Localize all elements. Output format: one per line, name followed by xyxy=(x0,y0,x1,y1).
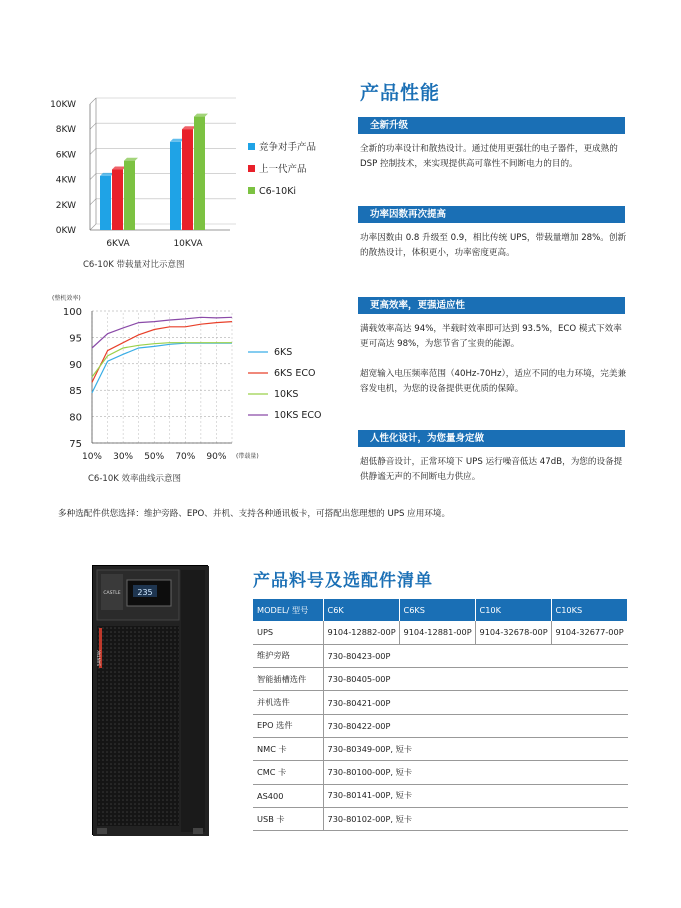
x-tick-label: 90% xyxy=(206,452,227,462)
y-tick-label: 80 xyxy=(69,412,82,424)
section-text-upgrade: 全新的功率设计和散热设计。通过使用更强壮的电子器件，更成熟的 DSP 控制技术，来实现提供高可靠性不间断电力的目的。 xyxy=(360,144,618,169)
y-tick-label: 75 xyxy=(69,439,82,450)
efficiency-curve-chart xyxy=(40,285,340,490)
header-model: MODEL/ 型号 xyxy=(253,599,323,621)
section-text-efficiency: 满载效率高达 94%，半载时效率即可达到 93.5%，ECO 模式下效率更可高达 98%，为您节省了宝贵的能源。 xyxy=(360,324,622,349)
y-tick-label: 8KW xyxy=(55,125,76,136)
section-heading-power-factor: 功率因数再次提高 xyxy=(358,206,625,223)
header-c10ks: C10KS xyxy=(551,599,628,621)
bar xyxy=(112,170,123,230)
series-line xyxy=(92,343,232,393)
table-row xyxy=(253,621,628,644)
part-number: 9104-12882-00P xyxy=(323,621,399,644)
y-tick-label: 85 xyxy=(69,386,82,398)
part-number: 730-80100-00P, 短卡 xyxy=(323,761,628,784)
gridline xyxy=(90,98,96,104)
table-row xyxy=(253,691,628,714)
gridline xyxy=(90,148,96,154)
gridline xyxy=(90,224,96,230)
y-tick-label: 6KW xyxy=(55,150,76,161)
section-text-design: 超低静音设计，正常环境下 UPS 运行噪音低达 47dB，为您的设备提供静谧无声的不间断电力供应。 xyxy=(360,457,623,482)
svg-text:CASTLE: CASTLE xyxy=(103,591,121,596)
legend-label: 6KS ECO xyxy=(274,368,316,379)
accessories-note: 多种选配件供您选择：维护旁路、EPO、并机、支持各种通讯板卡，可搭配出您理想的 UPS 应用环境。 xyxy=(58,509,451,519)
section-heading-efficiency: 更高效率，更强适应性 xyxy=(358,297,625,314)
legend-label: 6KS xyxy=(274,347,293,358)
bar xyxy=(194,117,205,230)
row-label: 维护旁路 xyxy=(253,644,323,667)
table-row xyxy=(253,784,628,807)
legend-label: C6-10Ki xyxy=(259,186,297,197)
part-number: 730-80102-00P, 短卡 xyxy=(323,807,628,830)
bar-top xyxy=(182,126,196,129)
legend-swatch xyxy=(248,165,255,172)
bar-top xyxy=(112,167,126,170)
row-label: NMC 卡 xyxy=(253,737,323,760)
table-row xyxy=(253,737,628,760)
legend-swatch xyxy=(248,187,255,194)
svg-text:235: 235 xyxy=(137,588,153,597)
y-tick-label: 100 xyxy=(62,307,82,318)
header-c6k: C6K xyxy=(323,599,399,621)
bar-top xyxy=(100,173,114,176)
y-tick-label: 10KW xyxy=(50,100,76,110)
section-heading-upgrade: 全新升级 xyxy=(358,117,625,134)
row-label: 并机选件 xyxy=(253,691,323,714)
row-label: USB 卡 xyxy=(253,807,323,830)
bar xyxy=(182,129,193,230)
part-number: 730-80423-00P xyxy=(323,644,628,667)
x-tick-label: 10KVA xyxy=(173,239,203,249)
y-axis-label: (整机效率) xyxy=(52,295,81,302)
part-number: 730-80405-00P xyxy=(323,668,628,691)
series-line xyxy=(92,322,232,383)
y-tick-label: 2KW xyxy=(55,200,76,211)
table-row xyxy=(253,761,628,784)
x-axis-label: (带载量) xyxy=(236,453,259,460)
row-label: CMC 卡 xyxy=(253,761,323,784)
part-number: 730-80141-00P, 短卡 xyxy=(323,784,628,807)
gridline xyxy=(90,174,96,180)
bar xyxy=(170,142,181,230)
header-c6ks: C6KS xyxy=(399,599,475,621)
legend-swatch xyxy=(248,143,255,150)
section-heading-design: 人性化设计，为您量身定做 xyxy=(358,430,625,447)
gridline xyxy=(90,123,96,129)
performance-title: 产品性能 xyxy=(360,82,441,104)
table-row xyxy=(253,807,628,830)
bar-top xyxy=(170,139,184,142)
table-row xyxy=(253,644,628,667)
x-tick-label: 10% xyxy=(81,452,103,462)
bar-top xyxy=(124,158,138,161)
chart-caption: C6-10K 带载量对比示意图 xyxy=(83,260,185,270)
x-tick-label: 30% xyxy=(113,452,134,462)
row-label: UPS xyxy=(253,621,323,644)
legend-label: 10KS xyxy=(274,389,299,400)
part-number: 9104-12881-00P xyxy=(399,621,475,644)
y-tick-label: 90 xyxy=(69,359,82,371)
y-tick-label: 4KW xyxy=(55,175,76,186)
part-number: 730-80422-00P xyxy=(323,714,628,737)
svg-text:SANTAK: SANTAK xyxy=(96,650,102,666)
x-tick-label: 70% xyxy=(175,452,196,462)
y-tick-label: 0KW xyxy=(55,226,76,236)
part-number: 9104-32677-00P xyxy=(551,621,628,644)
part-number: 730-80421-00P xyxy=(323,691,628,714)
part-number: 9104-32678-00P xyxy=(475,621,551,644)
legend-label: 竞争对手产品 xyxy=(259,142,317,153)
part-number: 730-80349-00P, 短卡 xyxy=(323,737,628,760)
y-tick-label: 95 xyxy=(69,333,82,345)
bar xyxy=(100,176,111,230)
parts-table xyxy=(253,599,628,831)
table-row xyxy=(253,668,628,691)
bar xyxy=(124,161,135,230)
gridline xyxy=(90,199,96,205)
header-c10k: C10K xyxy=(475,599,551,621)
bar-top xyxy=(194,114,208,117)
ups-cabinet-image xyxy=(92,565,208,835)
table-header-row xyxy=(253,599,628,621)
row-label: AS400 xyxy=(253,784,323,807)
section-text-input-range: 超宽输入电压频率范围（40Hz-70Hz），适应不同的电力环境，完美兼容发电机，为您的设备提供更优质的保障。 xyxy=(360,369,627,394)
table-row xyxy=(253,714,628,737)
x-tick-label: 50% xyxy=(144,452,165,462)
row-label: 智能插槽选件 xyxy=(253,668,323,691)
load-comparison-chart xyxy=(40,80,340,275)
chart-caption: C6-10K 效率曲线示意图 xyxy=(88,474,182,484)
row-label: EPO 选件 xyxy=(253,714,323,737)
x-tick-label: 6KVA xyxy=(106,239,130,249)
parts-list-title: 产品料号及选配件清单 xyxy=(253,571,433,591)
legend-label: 上一代产品 xyxy=(259,164,307,175)
section-text-power-factor: 功率因数由 0.8 升级至 0.9，相比传统 UPS，带载量增加 28%。创新的散热设计，体积更小，功率密度更高。 xyxy=(360,233,627,258)
legend-label: 10KS ECO xyxy=(274,410,322,421)
